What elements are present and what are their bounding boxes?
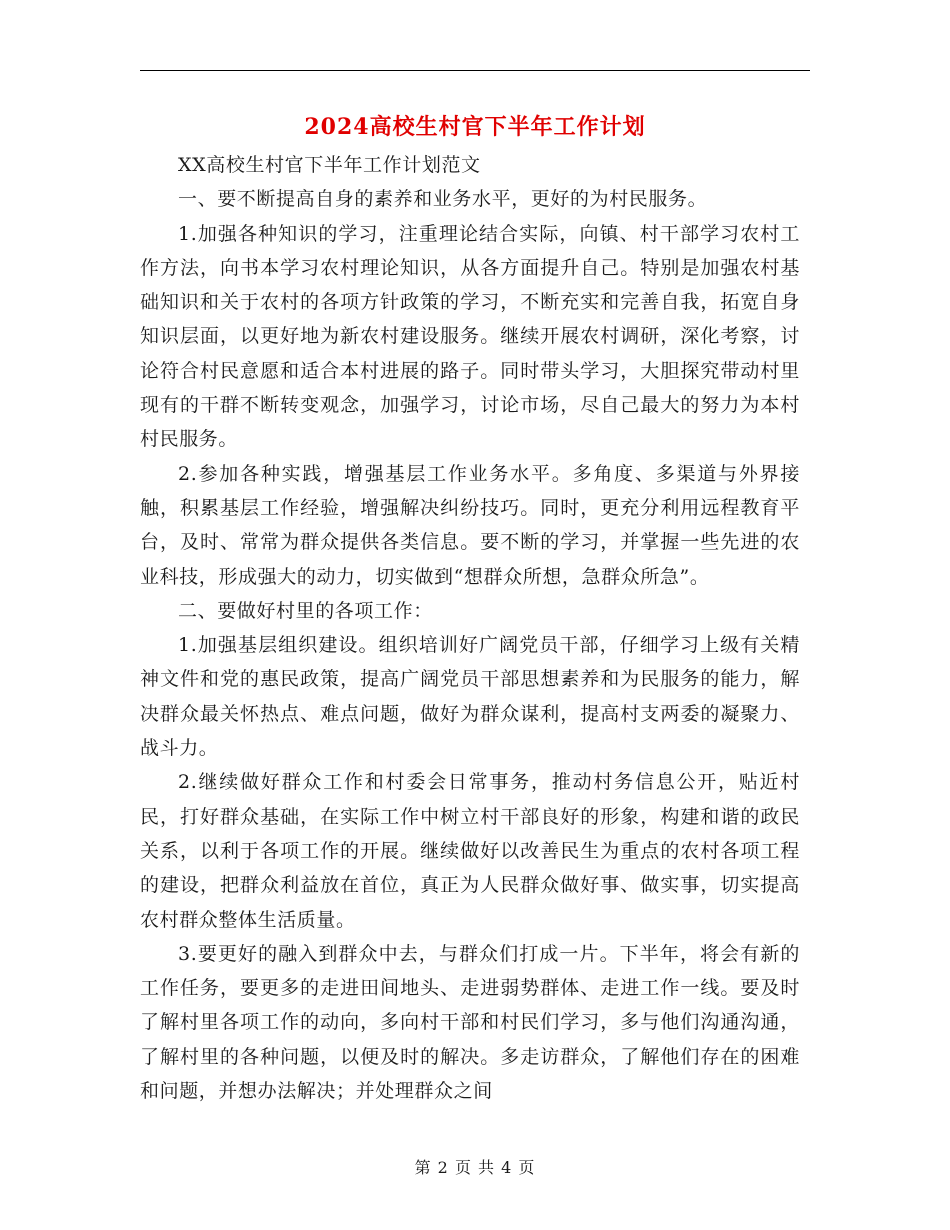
document-title: 2024高校生村官下半年工作计划 [304,114,646,140]
header-rule [140,70,810,71]
document-body [140,148,800,1108]
paragraph-1-2: 2.参加各种实践，增强基层工作业务水平。多角度、多渠道与外界接触，积累基层工作经验，增强解决纠纷技巧。同时，更充分利用远程教育平台，及时、常常为群众提供各类信息。要不断的学习，并掌握一些先进的农业科技，形成强大的动力，切实做到“想群众所想，急群众所急”。 [140,462,800,588]
paragraph-1-1: 1.加强各种知识的学习，注重理论结合实际，向镇、村干部学习农村工作方法，向书本学习农村理论知识，从各方面提升自己。特别是加强农村基础知识和关于农村的各项方针政策的学习，不断充实和完善自我，拓宽自身知识层面，以更好地为新农村建设服务。继续开展农村调研，深化考察，讨论符合村民意愿和适合本村进展的路子。同时带头学习，大胆探究带动村里现有的干群不断转变观念，加强学习，讨论市场，尽自己最大的努力为本村村民服务。 [140,222,800,451]
paragraph-subtitle: XX高校生村官下半年工作计划范文 [178,154,481,176]
paragraph-2-2: 2.继续做好群众工作和村委会日常事务，推动村务信息公开，贴近村民，打好群众基础，在实际工作中树立村干部良好的形象，构建和谐的政民关系，以利于各项工作的开展。继续做好以改善民生为重点的农村各项工程的建设，把群众利益放在首位，真正为人民群众做好事、做实事，切实提高农村群众整体生活质量。 [140,771,800,931]
paragraph-2-3: 3.要更好的融入到群众中去，与群众们打成一片。下半年，将会有新的工作任务，要更多的走进田间地头、走进弱势群体、走进工作一线。要及时了解村里各项工作的动向，多向村干部和村民们学习，多与他们沟通沟通，了解村里的各种问题，以便及时的解决。多走访群众，了解他们存在的困难和问题，并想办法解决；并处理群众之间 [140,942,800,1103]
paragraph-section-1-heading: 一、要不断提高自身的素养和业务水平，更好的为村民服务。 [178,188,708,211]
paragraph-2-1: 1.加强基层组织建设。组织培训好广阔党员干部，仔细学习上级有关精神文件和党的惠民政策，提高广阔党员干部思想素养和为民服务的能力，解决群众最关怀热点、难点问题，做好为群众谋利，提高村支两委的凝聚力、战斗力。 [140,634,800,760]
page-number: 第 2 页 共 4 页 [414,1158,536,1177]
paragraph-section-2-heading: 二、要做好村里的各项工作： [178,599,433,622]
